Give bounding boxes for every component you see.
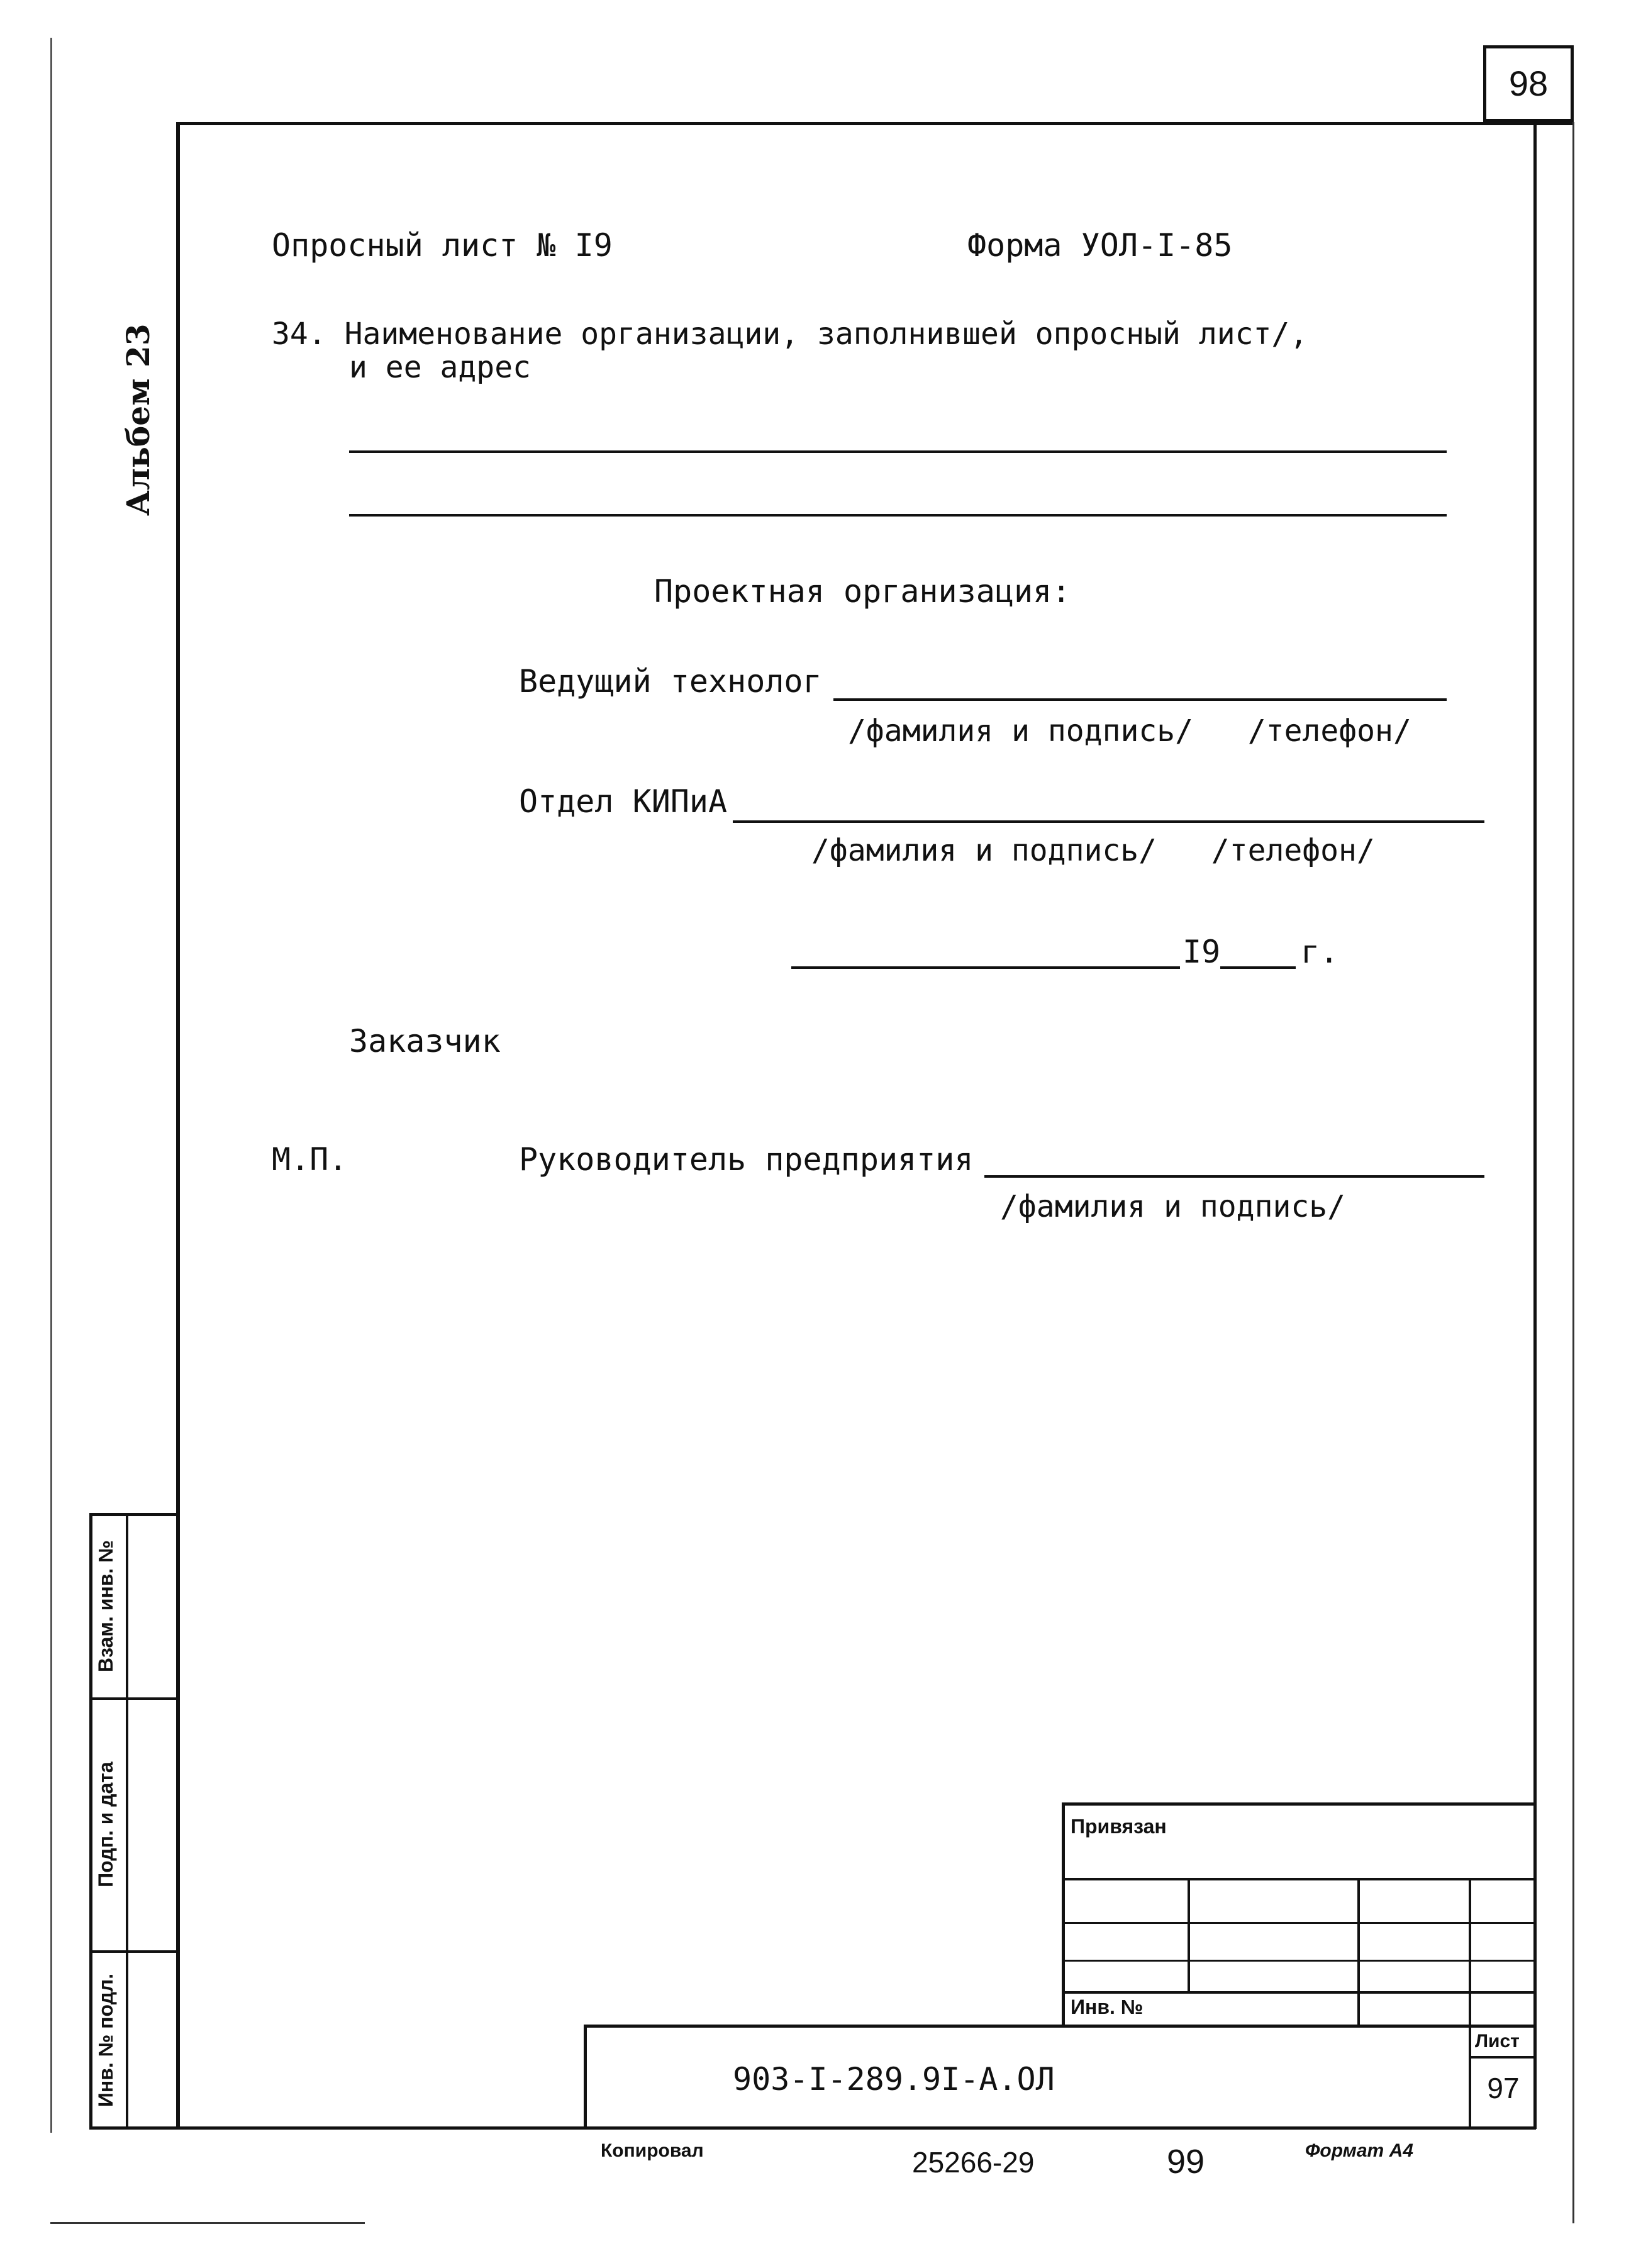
side-stamp-podp: Подп. и дата: [94, 1762, 117, 1887]
designation-block: [584, 2025, 1535, 2128]
footer-format: Формат А4: [1305, 2140, 1413, 2161]
lead-technologist-caption: /фамилия и подпись/ /телефон/: [848, 713, 1411, 749]
left-edge-line: [50, 38, 52, 2133]
director-line: [984, 1175, 1484, 1178]
kipia-dept-line: [733, 820, 1484, 823]
bottom-edge-line: [50, 2222, 365, 2224]
privyazan-row-4: [1062, 1991, 1535, 1994]
year-suffix: г.: [1301, 934, 1339, 970]
kipia-dept-label: Отдел КИПиА: [519, 783, 728, 820]
sheet-label: Лист: [1475, 2031, 1520, 2052]
year-line: [1220, 966, 1296, 969]
footer-number: 99: [1167, 2143, 1205, 2181]
privyazan-label: Привязан: [1071, 1815, 1167, 1838]
stamp-place: М.П.: [272, 1141, 348, 1178]
side-stamp-divider: [126, 1513, 128, 2130]
sheet-title: Опросный лист № I9: [272, 227, 613, 264]
footer-code: 25266-29: [912, 2146, 1035, 2179]
date-line: [791, 966, 1180, 969]
form-code: Форма УОЛ-I-85: [967, 227, 1233, 264]
right-edge-line: [1572, 122, 1574, 2223]
privyazan-row-2: [1062, 1922, 1535, 1924]
sheet-col: [1469, 2025, 1471, 2128]
address-line-1: [349, 450, 1447, 453]
director-label: Руководитель предприятия: [519, 1141, 974, 1178]
kipia-dept-caption: /фамилия и подпись/ /телефон/: [811, 833, 1375, 868]
privyazan-row-1: [1062, 1878, 1535, 1880]
item-34-line1: 34. Наименование организации, заполнившей опросный лист/,: [272, 316, 1308, 352]
address-line-2: [349, 514, 1447, 517]
footer-copied: Копировал: [601, 2140, 704, 2161]
lead-technologist-label: Ведущий технолог: [519, 663, 822, 700]
item-34-line2: и ее адрес: [349, 350, 531, 385]
side-stamp-inv: Инв. № подл.: [94, 1973, 117, 2108]
lead-technologist-line: [833, 698, 1447, 701]
customer-label: Заказчик: [349, 1023, 501, 1059]
project-org-heading: Проектная организация:: [654, 573, 1071, 610]
side-stamp-vzam: Взам. инв. №: [94, 1540, 117, 1672]
page-number: 98: [1508, 64, 1549, 103]
privyazan-col-2: [1357, 1878, 1360, 2026]
designation: 903-I-289.9I-A.ОЛ: [733, 2061, 1055, 2098]
year-prefix: I9: [1182, 934, 1221, 970]
album-label: Альбем 23: [120, 323, 157, 516]
privyazan-col-1: [1188, 1878, 1190, 1991]
director-caption: /фамилия и подпись/: [1000, 1189, 1346, 1224]
sheet-number: 97: [1487, 2072, 1520, 2104]
privyazan-col-3: [1469, 1878, 1471, 2026]
sheet-row: [1469, 2056, 1535, 2059]
privyazan-row-3: [1062, 1960, 1535, 1962]
inv-no-label: Инв. №: [1071, 1996, 1144, 2018]
frame-top: [176, 122, 1574, 125]
